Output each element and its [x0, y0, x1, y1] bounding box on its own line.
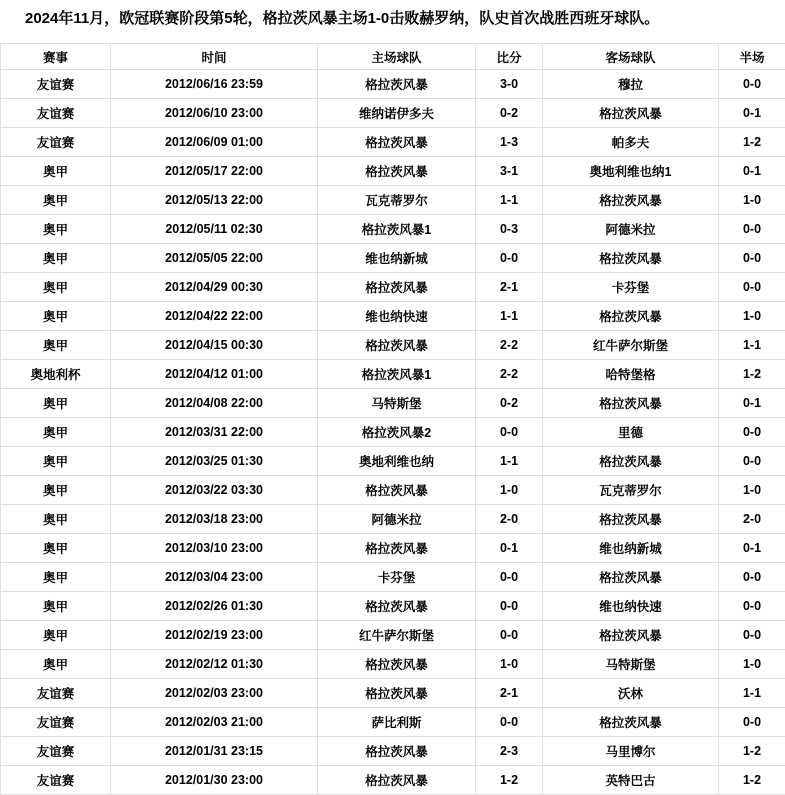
table-cell-home-team: 格拉茨风暴 [318, 331, 476, 360]
table-cell-home-team: 阿德米拉 [318, 505, 476, 534]
table-cell-competition: 奥甲 [1, 273, 111, 302]
table-cell-time: 2012/03/31 22:00 [111, 418, 318, 447]
table-cell-time: 2012/06/16 23:59 [111, 70, 318, 99]
table-cell-away-team: 哈特堡格 [543, 360, 719, 389]
table-cell-competition: 奥甲 [1, 534, 111, 563]
table-cell-home-team: 格拉茨风暴 [318, 679, 476, 708]
table-cell-score: 2-1 [476, 273, 543, 302]
table-cell-away-team: 格拉茨风暴 [543, 563, 719, 592]
table-cell-score: 0-0 [476, 708, 543, 737]
table-cell-score: 2-0 [476, 505, 543, 534]
table-cell-competition: 友谊赛 [1, 99, 111, 128]
table-cell-half-time: 0-1 [719, 389, 785, 418]
table-cell-away-team: 穆拉 [543, 70, 719, 99]
table-cell-time: 2012/01/30 23:00 [111, 766, 318, 795]
table-cell-half-time: 1-0 [719, 650, 785, 679]
table-cell-time: 2012/06/10 23:00 [111, 99, 318, 128]
table-cell-home-team: 格拉茨风暴 [318, 273, 476, 302]
table-cell-half-time: 1-0 [719, 302, 785, 331]
table-cell-time: 2012/05/13 22:00 [111, 186, 318, 215]
table-row [1, 273, 785, 302]
column-header-away-team: 客场球队 [543, 44, 719, 70]
table-cell-home-team: 红牛萨尔斯堡 [318, 621, 476, 650]
table-cell-score: 1-1 [476, 186, 543, 215]
table-cell-home-team: 格拉茨风暴 [318, 534, 476, 563]
table-cell-score: 1-2 [476, 766, 543, 795]
table-cell-time: 2012/05/11 02:30 [111, 215, 318, 244]
table-cell-competition: 奥甲 [1, 563, 111, 592]
table-cell-time: 2012/04/15 00:30 [111, 331, 318, 360]
table-cell-time: 2012/02/03 21:00 [111, 708, 318, 737]
table-cell-home-team: 格拉茨风暴 [318, 70, 476, 99]
table-cell-home-team: 格拉茨风暴 [318, 476, 476, 505]
table-row [1, 244, 785, 273]
table-cell-score: 2-3 [476, 737, 543, 766]
table-cell-competition: 奥甲 [1, 215, 111, 244]
table-row [1, 476, 785, 505]
column-header-competition: 赛事 [1, 44, 111, 70]
table-cell-away-team: 格拉茨风暴 [543, 447, 719, 476]
table-cell-home-team: 格拉茨风暴2 [318, 418, 476, 447]
table-row [1, 215, 785, 244]
table-row [1, 621, 785, 650]
table-cell-home-team: 马特斯堡 [318, 389, 476, 418]
table-cell-half-time: 0-0 [719, 273, 785, 302]
table-cell-competition: 奥地利杯 [1, 360, 111, 389]
table-cell-home-team: 格拉茨风暴 [318, 766, 476, 795]
table-cell-away-team: 格拉茨风暴 [543, 99, 719, 128]
table-cell-away-team: 格拉茨风暴 [543, 708, 719, 737]
table-cell-home-team: 萨比利斯 [318, 708, 476, 737]
table-row [1, 592, 785, 621]
table-cell-away-team: 里德 [543, 418, 719, 447]
table-cell-half-time: 0-1 [719, 99, 785, 128]
table-cell-away-team: 格拉茨风暴 [543, 505, 719, 534]
table-cell-time: 2012/03/04 23:00 [111, 563, 318, 592]
table-cell-score: 0-1 [476, 534, 543, 563]
table-cell-competition: 奥甲 [1, 331, 111, 360]
table-row [1, 447, 785, 476]
table-cell-home-team: 卡芬堡 [318, 563, 476, 592]
table-row [1, 708, 785, 737]
table-cell-time: 2012/05/17 22:00 [111, 157, 318, 186]
table-cell-away-team: 格拉茨风暴 [543, 389, 719, 418]
table-cell-competition: 奥甲 [1, 650, 111, 679]
table-row [1, 99, 785, 128]
table-cell-score: 1-0 [476, 650, 543, 679]
table-cell-half-time: 1-2 [719, 766, 785, 795]
table-cell-half-time: 1-2 [719, 128, 785, 157]
table-cell-home-team: 格拉茨风暴1 [318, 360, 476, 389]
table-row [1, 302, 785, 331]
table-cell-competition: 奥甲 [1, 447, 111, 476]
table-cell-time: 2012/06/09 01:00 [111, 128, 318, 157]
table-cell-score: 3-1 [476, 157, 543, 186]
table-cell-half-time: 2-0 [719, 505, 785, 534]
table-cell-away-team: 奥地利维也纳1 [543, 157, 719, 186]
table-cell-home-team: 格拉茨风暴 [318, 650, 476, 679]
table-cell-competition: 奥甲 [1, 302, 111, 331]
table-row [1, 650, 785, 679]
table-row [1, 360, 785, 389]
table-cell-time: 2012/03/10 23:00 [111, 534, 318, 563]
table-cell-away-team: 马里博尔 [543, 737, 719, 766]
table-cell-time: 2012/02/26 01:30 [111, 592, 318, 621]
column-header-half-time: 半场 [719, 44, 785, 70]
table-cell-competition: 奥甲 [1, 389, 111, 418]
table-cell-competition: 友谊赛 [1, 766, 111, 795]
table-cell-home-team: 格拉茨风暴 [318, 592, 476, 621]
table-cell-score: 1-0 [476, 476, 543, 505]
table-cell-time: 2012/03/25 01:30 [111, 447, 318, 476]
table-cell-score: 1-3 [476, 128, 543, 157]
table-row [1, 128, 785, 157]
table-cell-time: 2012/03/18 23:00 [111, 505, 318, 534]
table-cell-score: 1-1 [476, 302, 543, 331]
table-row [1, 331, 785, 360]
table-cell-time: 2012/04/08 22:00 [111, 389, 318, 418]
table-row [1, 157, 785, 186]
table-cell-time: 2012/03/22 03:30 [111, 476, 318, 505]
table-cell-half-time: 0-0 [719, 621, 785, 650]
table-cell-away-team: 格拉茨风暴 [543, 186, 719, 215]
results-table-body [1, 70, 785, 795]
table-cell-time: 2012/04/29 00:30 [111, 273, 318, 302]
table-cell-score: 2-2 [476, 360, 543, 389]
table-cell-time: 2012/02/12 01:30 [111, 650, 318, 679]
table-cell-half-time: 0-0 [719, 70, 785, 99]
table-cell-score: 0-0 [476, 418, 543, 447]
table-cell-competition: 奥甲 [1, 476, 111, 505]
table-cell-score: 0-2 [476, 389, 543, 418]
table-cell-score: 0-3 [476, 215, 543, 244]
table-cell-score: 0-0 [476, 244, 543, 273]
table-cell-score: 0-0 [476, 563, 543, 592]
table-row [1, 766, 785, 795]
table-cell-half-time: 0-0 [719, 244, 785, 273]
table-cell-away-team: 帕多夫 [543, 128, 719, 157]
column-header-time: 时间 [111, 44, 318, 70]
table-cell-time: 2012/02/03 23:00 [111, 679, 318, 708]
table-cell-half-time: 1-0 [719, 186, 785, 215]
table-cell-away-team: 红牛萨尔斯堡 [543, 331, 719, 360]
table-cell-score: 0-2 [476, 99, 543, 128]
table-cell-away-team: 格拉茨风暴 [543, 244, 719, 273]
table-cell-competition: 友谊赛 [1, 679, 111, 708]
match-results-table [0, 43, 785, 795]
table-cell-home-team: 格拉茨风暴 [318, 128, 476, 157]
table-cell-competition: 奥甲 [1, 157, 111, 186]
table-cell-score: 0-0 [476, 592, 543, 621]
table-cell-competition: 友谊赛 [1, 708, 111, 737]
table-cell-home-team: 格拉茨风暴 [318, 737, 476, 766]
table-cell-home-team: 维也纳新城 [318, 244, 476, 273]
table-cell-home-team: 维纳诺伊多夫 [318, 99, 476, 128]
table-cell-away-team: 沃林 [543, 679, 719, 708]
table-cell-home-team: 奥地利维也纳 [318, 447, 476, 476]
table-row [1, 679, 785, 708]
table-cell-half-time: 1-1 [719, 679, 785, 708]
table-cell-competition: 奥甲 [1, 592, 111, 621]
table-row [1, 389, 785, 418]
table-cell-away-team: 维也纳快速 [543, 592, 719, 621]
column-header-score: 比分 [476, 44, 543, 70]
table-cell-half-time: 0-1 [719, 157, 785, 186]
table-row [1, 563, 785, 592]
table-cell-competition: 奥甲 [1, 505, 111, 534]
table-cell-half-time: 0-1 [719, 534, 785, 563]
table-cell-home-team: 维也纳快速 [318, 302, 476, 331]
table-cell-time: 2012/02/19 23:00 [111, 621, 318, 650]
table-cell-half-time: 1-2 [719, 737, 785, 766]
table-cell-competition: 奥甲 [1, 418, 111, 447]
page-title: 2024年11月，欧冠联赛阶段第5轮，格拉茨风暴主场1-0击败赫罗纳，队史首次战胜西班牙球队。 [25, 7, 659, 28]
table-cell-home-team: 格拉茨风暴 [318, 157, 476, 186]
table-cell-score: 1-1 [476, 447, 543, 476]
table-cell-away-team: 阿德米拉 [543, 215, 719, 244]
table-cell-away-team: 英特巴古 [543, 766, 719, 795]
table-cell-home-team: 瓦克蒂罗尔 [318, 186, 476, 215]
table-cell-half-time: 0-0 [719, 447, 785, 476]
table-cell-time: 2012/04/12 01:00 [111, 360, 318, 389]
table-row [1, 737, 785, 766]
table-cell-competition: 友谊赛 [1, 128, 111, 157]
table-cell-half-time: 1-0 [719, 476, 785, 505]
table-cell-time: 2012/01/31 23:15 [111, 737, 318, 766]
column-header-home-team: 主场球队 [318, 44, 476, 70]
table-row [1, 505, 785, 534]
table-row [1, 418, 785, 447]
table-cell-home-team: 格拉茨风暴1 [318, 215, 476, 244]
table-cell-away-team: 格拉茨风暴 [543, 302, 719, 331]
table-cell-away-team: 维也纳新城 [543, 534, 719, 563]
table-cell-time: 2012/04/22 22:00 [111, 302, 318, 331]
table-cell-competition: 奥甲 [1, 186, 111, 215]
table-cell-time: 2012/05/05 22:00 [111, 244, 318, 273]
table-cell-score: 3-0 [476, 70, 543, 99]
table-cell-score: 0-0 [476, 621, 543, 650]
table-cell-half-time: 1-1 [719, 331, 785, 360]
table-cell-away-team: 瓦克蒂罗尔 [543, 476, 719, 505]
table-cell-half-time: 1-2 [719, 360, 785, 389]
table-cell-away-team: 卡芬堡 [543, 273, 719, 302]
table-cell-half-time: 0-0 [719, 418, 785, 447]
table-cell-score: 2-2 [476, 331, 543, 360]
table-cell-away-team: 马特斯堡 [543, 650, 719, 679]
table-header-row [1, 44, 785, 70]
table-cell-half-time: 0-0 [719, 592, 785, 621]
table-cell-competition: 友谊赛 [1, 70, 111, 99]
table-cell-half-time: 0-0 [719, 708, 785, 737]
table-cell-competition: 奥甲 [1, 621, 111, 650]
table-row [1, 70, 785, 99]
table-cell-half-time: 0-0 [719, 215, 785, 244]
table-row [1, 534, 785, 563]
table-cell-competition: 友谊赛 [1, 737, 111, 766]
table-cell-away-team: 格拉茨风暴 [543, 621, 719, 650]
table-cell-half-time: 0-0 [719, 563, 785, 592]
table-cell-score: 2-1 [476, 679, 543, 708]
table-cell-competition: 奥甲 [1, 244, 111, 273]
table-row [1, 186, 785, 215]
